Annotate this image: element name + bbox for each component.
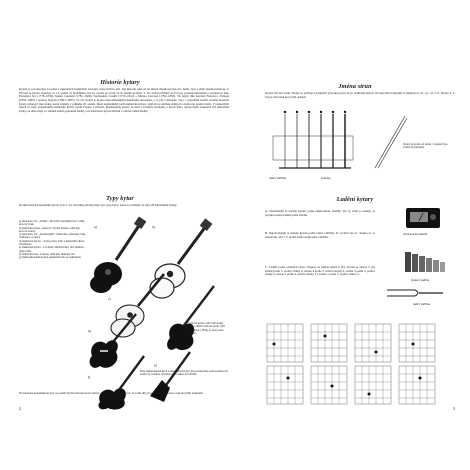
types-item: g) elektroakustická kytara. Akustické tělo se snímačem. — [19, 256, 82, 260]
types-item: f) elektrická basa. 4 struny, delší krk, hluboký tón. — [19, 252, 76, 256]
guitar-c-image — [111, 274, 164, 337]
pitch-pipe-image — [403, 248, 447, 274]
guitar-d-image — [90, 314, 136, 368]
types-item: a) akustická, tzv. „Jumbo". Má větší a kulatější tvar a silný kovový zvuk. — [19, 220, 85, 227]
types-intro: Kromě klasické španělské kytary (viz 2. str. obrázku) existují dnes tyto typy kytar, které se rozlišují od sebe 28 základními znaky: — [19, 204, 178, 207]
page-number-right: 3 — [453, 406, 456, 411]
types-list — [19, 220, 87, 370]
label-electronic-tuner: elektronická ladička — [403, 232, 428, 236]
tuning-text-c: C. Ladění podle ostatních strun. Nejprve se naladí struna 6 (E). Potom se struna 5 (A) naladí podle 5. pražce struny 6, struna 4 podle 5. pražce struny 5, struna 3 podle 5. pražce struny 4, struna 2 podle 4. pražce struny 3 a struna 1 podle 5. pražce struny 2. — [265, 266, 375, 277]
electronic-tuner-image — [405, 206, 441, 230]
label-pitch-pipe: foukací ladička — [411, 278, 430, 282]
types-item: c) akustická, tzv. „dreadnought". Velké tělo, průrazný zvuk, oblíbená v country. — [19, 233, 86, 240]
types-item: d) elektrická kytara – Stratocaster. Tělo z masivního dřeva, tři snímače. — [19, 239, 85, 247]
types-item: e) elektrická kytara – Les Paul. Masivní tělo, dva snímače, teplý zvuk. — [19, 246, 85, 253]
strings-text: Kytara má šest strun. Struny se počítají od nejtenčí (vysoké) první až po nejtlustší šestou. Od nejvyšší k nejnižší se jmenují e1, h1, g1, d1, a, E. Struny 4, 5, 6 jsou obtočené kovovým drátem. — [265, 92, 455, 99]
history-paragraph: Kytara je považována za jeden z nejstarších hudebních nástrojů, které lidstvo zná. Její historie sahá až do dávné minulosti přes tzv. lutnu, lyru a další strunné nástroje. V Evropě se kytara objevuje ve 13. století ve Španělsku. Od 16. století se vyvíjí až do dnešní podoby. V 19. století přichází do Evropy proslulí skladatelé a virtuózové jako Fernando Sor (1778–1839), Mauro Giuliani (1781–1829), Ferdinando Carulli (1770–1841) a Matteo Carcassi (1792–1853). Na jejich díla navázal Francisco Tárrega (1852–1909) a Andrés Segovia (1893–1987). Ve 20. století je kytara nejrozšířenějším hudebním nástrojem, a to jak v klasické, tak i v populární hudbě. Kromě klasické kytary existují i jiné druhy, které vznikly v průběhu 20. století. Mezi nejznámější patří elektrická kytara, jejíž tón je snímán snímači a zesilován zesilovačem. V padesátých letech se staly populárními elektrické kytary firem Fender a Gibson. Rozlišujeme kytary se šesti i dvanácti strunami, s kovovými i nylonovými strunami. Na elektrické kytary se dnes hraje ve většině žánrů populární hudby a na klasickou kytaru hlavně v oblasti vážné hudby. — [19, 88, 229, 113]
heading-history: Historie kytary — [100, 79, 140, 86]
guitar-a-image — [90, 216, 146, 293]
label-b: b) — [152, 225, 155, 229]
heading-strings: Jména strun — [338, 83, 372, 90]
tuning-fork-image — [385, 286, 445, 300]
label-f: f) — [88, 375, 91, 379]
heading-types: Typy kytar — [106, 195, 134, 202]
label-d: d) — [88, 329, 91, 333]
strings-diagram — [265, 106, 415, 186]
label-a: a) — [94, 225, 97, 229]
tuning-text-b: B. Nejobvyklejší je naladit kytaru podle ladicí vidličky. Ta vydává tón a1. Struna e1 se naladí tak, aby v 5. pražci zněla stejně jako vidlička. — [265, 232, 375, 239]
label-c: c) — [108, 297, 111, 301]
closing-text: Na klasické španělské kytary se používají hlavně nylonové struny, na ostatní struny kovové. Úvodní díly jsou psány pro kytaru s nylonovými strunami. — [19, 392, 204, 395]
label-bridge: kobylka — [321, 176, 331, 180]
types-item: b) akustická kytara „folková". Kratší strunu a užší krk, kovové struny. — [19, 226, 81, 233]
page-number-left: 2 — [19, 406, 22, 411]
caption-e: E) basová kytara. Má čtyři struny laděné o oktávu níž než první čtyři struny kytary. Hraje se prsty nebo trsátkem. — [186, 322, 225, 335]
guitar-b-image — [150, 218, 212, 298]
fret-diagrams — [265, 322, 445, 406]
right-page — [235, 0, 470, 470]
heading-tuning: Ladění kytary — [336, 196, 374, 203]
string-note: Struny na kytaře od struny 1 (nejtenčí) po strunu 6 (nejtlustší). — [403, 143, 448, 150]
tuning-text-a: A. Nejsnadněji je naladit kytaru podle elektronické ladičky. Pro ty, kteří ji nemají, je popsán postup ladění podle sluchu. — [265, 210, 375, 217]
label-g: g) — [154, 363, 157, 367]
label-tuning-fork-top: ladicí vidlička — [269, 176, 287, 180]
caption-bottom: Brzy elektroakustických a elektrických kytar jsou zesilovány zesilovačem (viz strana 3) a mohou vytvářet řadu zvukových efektů. — [140, 370, 228, 377]
label-tuning-fork: ladicí vidlička — [413, 302, 431, 306]
